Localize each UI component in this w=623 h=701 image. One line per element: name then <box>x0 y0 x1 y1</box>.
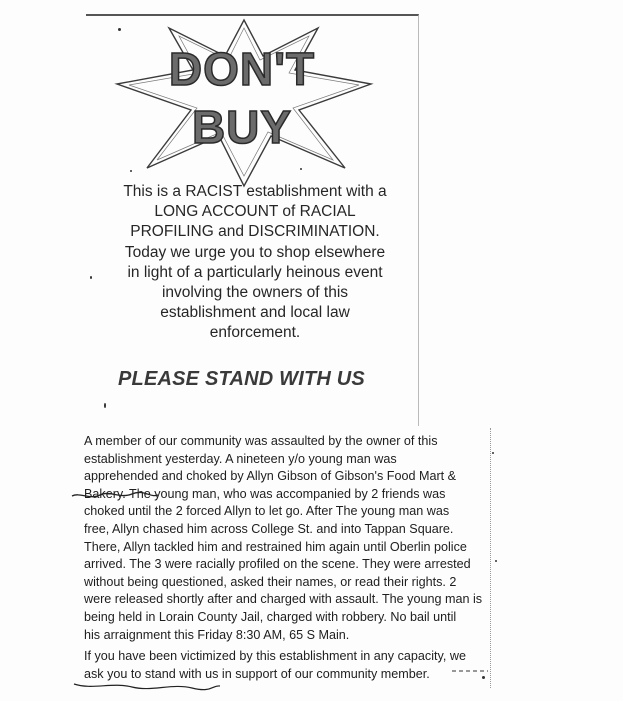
story-line: A member of our community was assaulted by the owner of this <box>84 434 438 448</box>
intro-line: establishment and local law <box>160 304 350 322</box>
story-line: Bakery. The young man, who was accompanied by 2 friends was <box>84 486 446 501</box>
scan-speck <box>104 403 106 408</box>
story-line: being held in Lorain County Jail, charged with robbery. No bail until <box>84 609 457 624</box>
scan-speck <box>90 276 92 279</box>
scan-speck <box>482 676 485 679</box>
story-line: were released shortly after and charged with assault. The young man is <box>84 592 483 607</box>
story-line: There, Allyn tackled him and restrained him again until Oberlin police <box>84 539 467 554</box>
scan-speck <box>492 452 494 454</box>
underline-scribble <box>70 490 160 504</box>
closing-line: ask you to stand with us in support of our community member. <box>84 666 430 681</box>
intro-line: enforcement. <box>209 324 301 342</box>
intro-line: involving the owners of this <box>161 284 349 302</box>
headline-buy: BUY <box>191 101 293 153</box>
underline-scribble <box>72 680 222 694</box>
intro-line: LONG ACCOUNT of RACIAL <box>154 203 356 221</box>
scan-speck <box>300 168 302 170</box>
headline-dont: DON'T <box>168 43 316 95</box>
scan-speck <box>130 170 132 172</box>
intro-line: in light of a particularly heinous event <box>127 263 383 281</box>
story-line: establishment yesterday. A nineteen y/o young man was <box>84 451 397 466</box>
closing-line: If you have been victimized by this establishment in any capacity, we <box>84 649 466 663</box>
story-line: without being questioned, asked their names, or read their rights. 2 <box>84 574 457 589</box>
story-line: arrived. The 3 were racially profiled on the scene. They were arrested <box>84 557 471 572</box>
intro-line: PROFILING and DISCRIMINATION. <box>130 223 380 241</box>
intro-line: This is a RACIST establishment with a <box>123 183 387 200</box>
story-line: apprehended and choked by Allyn Gibson of Gibson's Food Mart & <box>84 469 457 484</box>
story-line: his arraignment this Friday 8:30 AM, 65 S Main. <box>84 627 350 642</box>
scan-speck <box>118 28 121 31</box>
closing-paragraph <box>84 648 494 683</box>
story-line: free, Allyn chased him across College St. and into Tappan Square. <box>84 521 454 536</box>
call-to-action-heading: PLEASE STAND WITH US <box>118 368 365 390</box>
scan-speck <box>495 560 497 562</box>
story-paragraph <box>84 433 494 644</box>
intro-paragraph <box>100 182 410 344</box>
intro-line: Today we urge you to shop elsewhere <box>124 243 386 261</box>
story-line: choked until the 2 forced Allyn to let go. After The young man was <box>84 504 450 519</box>
page-edge-divider <box>490 428 492 688</box>
